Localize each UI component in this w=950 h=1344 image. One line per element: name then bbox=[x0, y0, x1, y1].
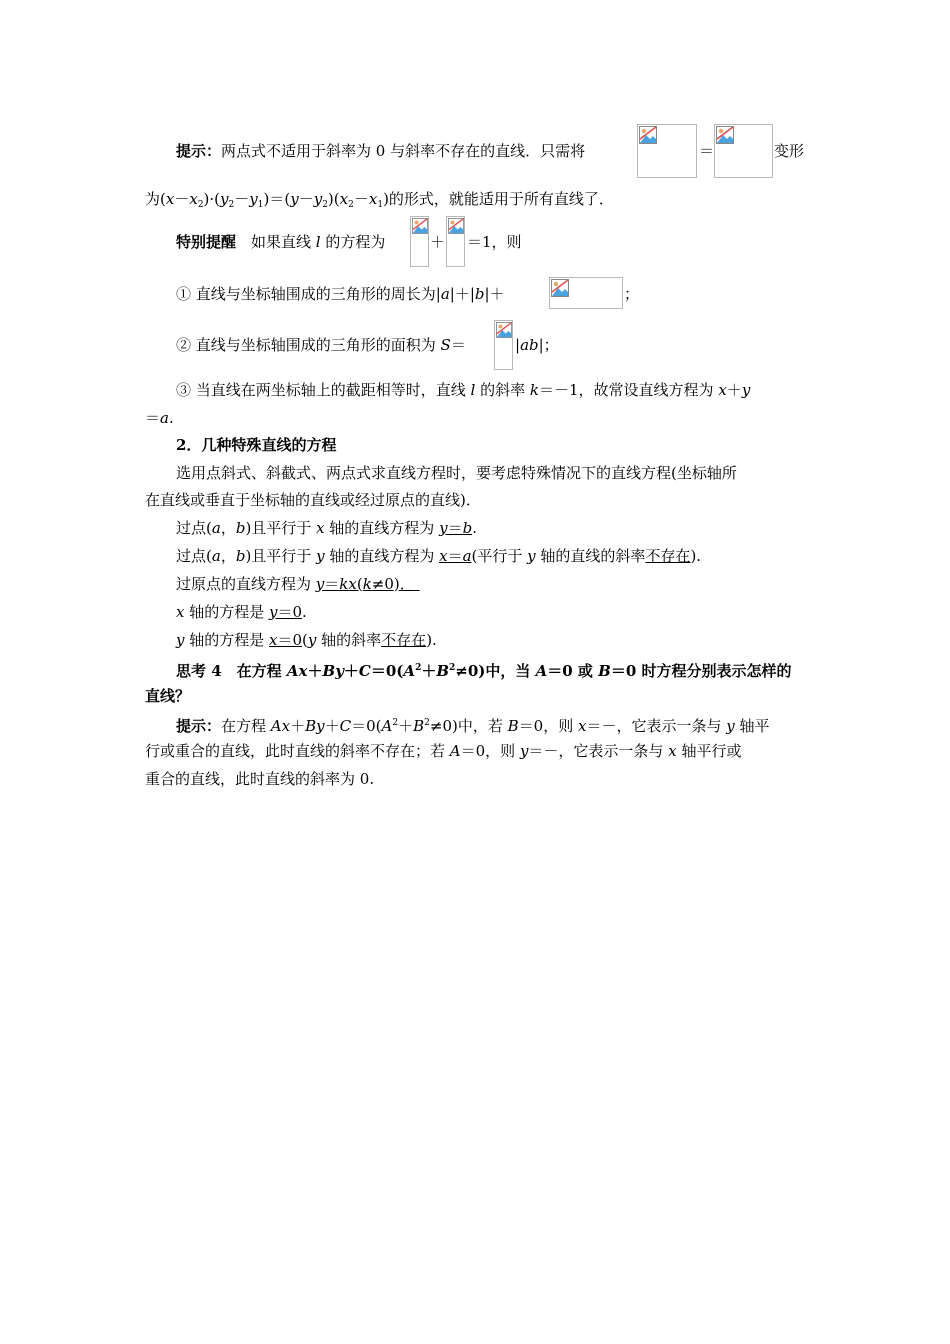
note-item-3: ③ 当直线在两坐标轴上的截距相等时，直线 l 的斜率 k＝－1，故常设直线方程为 x＋y bbox=[176, 381, 751, 399]
broken-image-icon bbox=[637, 124, 697, 178]
note-item-1: ① 直线与坐标轴围成的三角形的周长为|a|＋|b|＋ bbox=[176, 285, 505, 303]
hint-paragraph-1: 提示：两点式不适用于斜率为 0 与斜率不存在的直线．只需将 bbox=[176, 142, 586, 160]
broken-image-icon bbox=[714, 124, 773, 178]
answer-blank: 不存在 bbox=[381, 631, 427, 649]
rule-parallel-x: 过点(a，b)且平行于 x 轴的直线方程为 y＝b. bbox=[176, 519, 477, 537]
rule-x-axis: x 轴的方程是 y＝0. bbox=[176, 603, 307, 621]
answer-blank: y＝b bbox=[439, 519, 473, 537]
broken-image-icon bbox=[410, 216, 429, 267]
hint-label: 提示： bbox=[176, 717, 222, 735]
body-paragraph: 选用点斜式、斜截式、两点式求直线方程时，要考虑特殊情况下的直线方程(坐标轴所 bbox=[176, 464, 737, 482]
rule-parallel-y: 过点(a，b)且平行于 y 轴的直线方程为 x＝a(平行于 y 轴的直线的斜率不存在). bbox=[176, 547, 702, 565]
broken-image-icon bbox=[446, 216, 465, 267]
rule-y-axis: y 轴的方程是 x＝0(y 轴的斜率不存在). bbox=[176, 631, 437, 649]
note-item-2: ② 直线与坐标轴围成的三角形的面积为 S＝ bbox=[176, 336, 466, 354]
special-note-label: 特别提醒 bbox=[176, 233, 237, 251]
broken-image-icon bbox=[549, 277, 623, 309]
answer-blank: y＝kx(k≠0)． bbox=[315, 575, 415, 593]
answer-blank: x＝0 bbox=[269, 631, 303, 649]
special-note: 特别提醒 如果直线 l 的方程为 bbox=[176, 233, 386, 251]
document-page: 提示：两点式不适用于斜率为 0 与斜率不存在的直线．只需将 ＝ 变形 为$(x-x_2)\cdot(y_2-y_1)=(y-y_2)(x_2-x_1)$的形式，就能适用于所有直线了． 特别提醒 如果直线 l 的方程为 ＋ ＝1，则 ① 直线与坐标轴围成的三角形的周长为|a|＋|b|＋ ； ② 直线与坐标轴围成的三角形的面积为 S＝ |ab|； ③ 当直线在两坐标轴上的截距相等时，直线 l 的斜率 k＝－1，故常设直线方程为 x＋y ＝a. 2．几种特殊直线的方程 选用点斜式、斜截式、两点式求直线方程时，要考虑特殊情况下的直线方程(坐标轴所 在直线或垂直于坐标轴的直线或经过原点的直线)． 过点(a，b)且平行于 x 轴的直线方程为 y＝b. 过点(a，b)且平行于 y 轴的直线方程为 x＝a(平行于 y 轴的直线的斜率不存在). 过原点的直线方程为 y＝kx(k≠0)． x 轴的方程是 y＝0. y 轴的方程是 x＝0(y 轴的斜率不存在). 思考 4 在方程 $Ax+By+C=0(A^2+B^2\ne 0)$中，当 A＝0 或 B＝0 时方程分别表示怎样的 直线？ 提示：在方程 $Ax+By+C=0(A^2+B^2\ne 0)$中，若 B＝0，则 x＝－，它表示一条与 y 轴平 行或重合的直线，此时直线的斜率不存在；若 A＝0，则 y＝－，它表示一条与 x 轴平行或 重合的直线，此时直线的斜率为 0. bbox=[0, 0, 950, 1344]
think-question: 思考 4 在方程 $Ax+By+C=0(A^2+B^2\ne 0)$中，当 A＝0 或 B＝0 时方程分别表示怎样的 bbox=[176, 662, 792, 680]
section-heading: 2．几种特殊直线的方程 bbox=[176, 436, 337, 454]
hint-paragraph-2: 提示：在方程 $Ax+By+C=0(A^2+B^2\ne 0)$中，若 B＝0，则 x＝－，它表示一条与 y 轴平 bbox=[176, 717, 770, 735]
equals-sign: ＝ bbox=[699, 142, 715, 160]
answer-blank: x＝a bbox=[439, 547, 472, 565]
rule-origin: 过原点的直线方程为 y＝kx(k≠0)． bbox=[145, 571, 838, 597]
answer-blank: y＝0 bbox=[269, 603, 303, 621]
formula-line: 为$(x-x_2)\cdot(y_2-y_1)=(y-y_2)(x_2-x_1)$的形式，就能适用于所有直线了． bbox=[145, 190, 614, 210]
answer-blank: 不存在 bbox=[645, 547, 691, 565]
hint-label: 提示： bbox=[176, 142, 222, 160]
broken-image-icon bbox=[494, 320, 513, 370]
